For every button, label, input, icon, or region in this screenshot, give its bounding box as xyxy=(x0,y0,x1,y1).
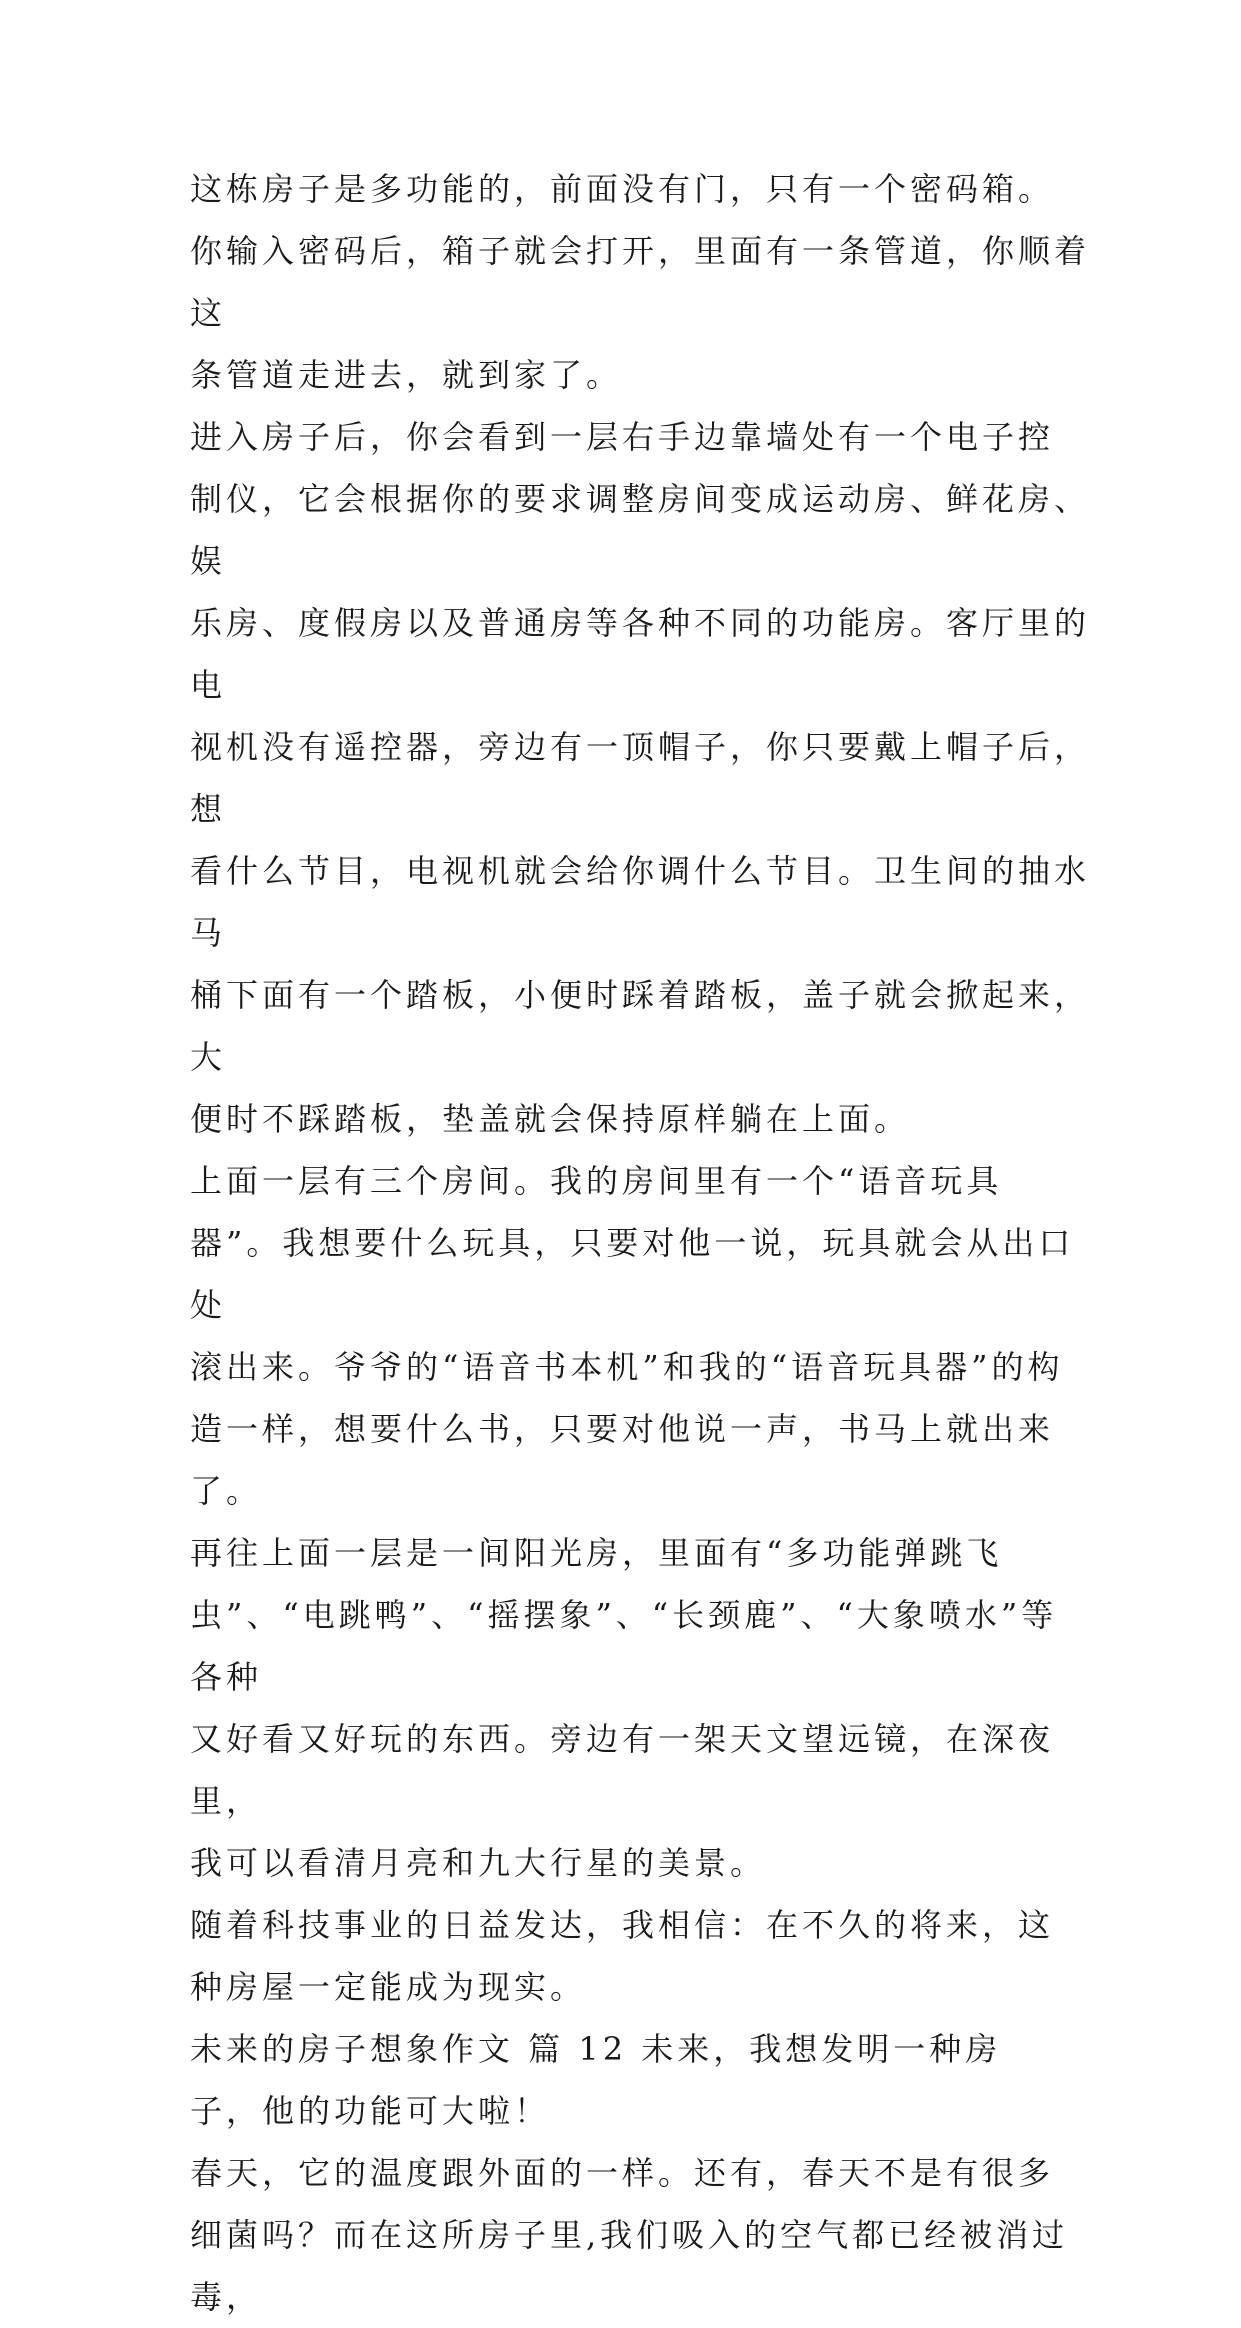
paragraph-conclusion: 随着科技事业的日益发达，我相信：在不久的将来，这 种房屋一定能成为现实。 xyxy=(190,1906,1055,2006)
paragraph-password-box: 这栋房子是多功能的，前面没有门，只有一个密码箱。 你输入密码后，箱子就会打开，里面有一条管道，你顺着这 条管道走进去，就到家了。 xyxy=(190,170,1091,394)
paragraph-first-floor: 进入房子后，你会看到一层右手边靠墙处有一个电子控 制仪，它会根据你的要求调整房间变成运动房、鲜花房、娱 乐房、度假房以及普通房等各种不同的功能房。客厅里的电 视机没有遥控器，旁边有一顶帽子，你只要戴上帽子后，想 看什么节目，电视机就会给你调什么节目。卫生间的抽水马 桶下面有一个踏板，小便时踩着踏板，盖子就会掀起来，大 便时不踩踏板，垫盖就会保持原样躺在上面。 xyxy=(190,418,1091,1138)
paragraph-essay-12-heading: 未来的房子想象作文 篇 12 未来，我想发明一种房 子，他的功能可大啦！ xyxy=(190,2030,1002,2130)
paragraph-second-floor: 上面一层有三个房间。我的房间里有一个“语音玩具 器”。我想要什么玩具，只要对他一说，玩具就会从出口处 滚出来。爷爷的“语音书本机”和我的“语音玩具器”的构 造一样，想要什么书，只要对他说一声，书马上就出来了。 xyxy=(190,1162,1075,1510)
paragraph-sun-room: 再往上面一层是一间阳光房，里面有“多功能弹跳飞 虫”、“电跳鸭”、“摇摆象”、“长颈鹿”、“大象喷水”等各种 又好看又好玩的东西。旁边有一架天文望远镜，在深夜里， 我可以看清月亮和九大行星的美景。 xyxy=(190,1534,1058,1882)
essay-body xyxy=(190,158,1090,2328)
paragraph-spring: 春天，它的温度跟外面的一样。还有，春天不是有很多 细菌吗？而在这所房子里,我们吸入的空气都已经被消过毒， xyxy=(190,2154,1069,2316)
